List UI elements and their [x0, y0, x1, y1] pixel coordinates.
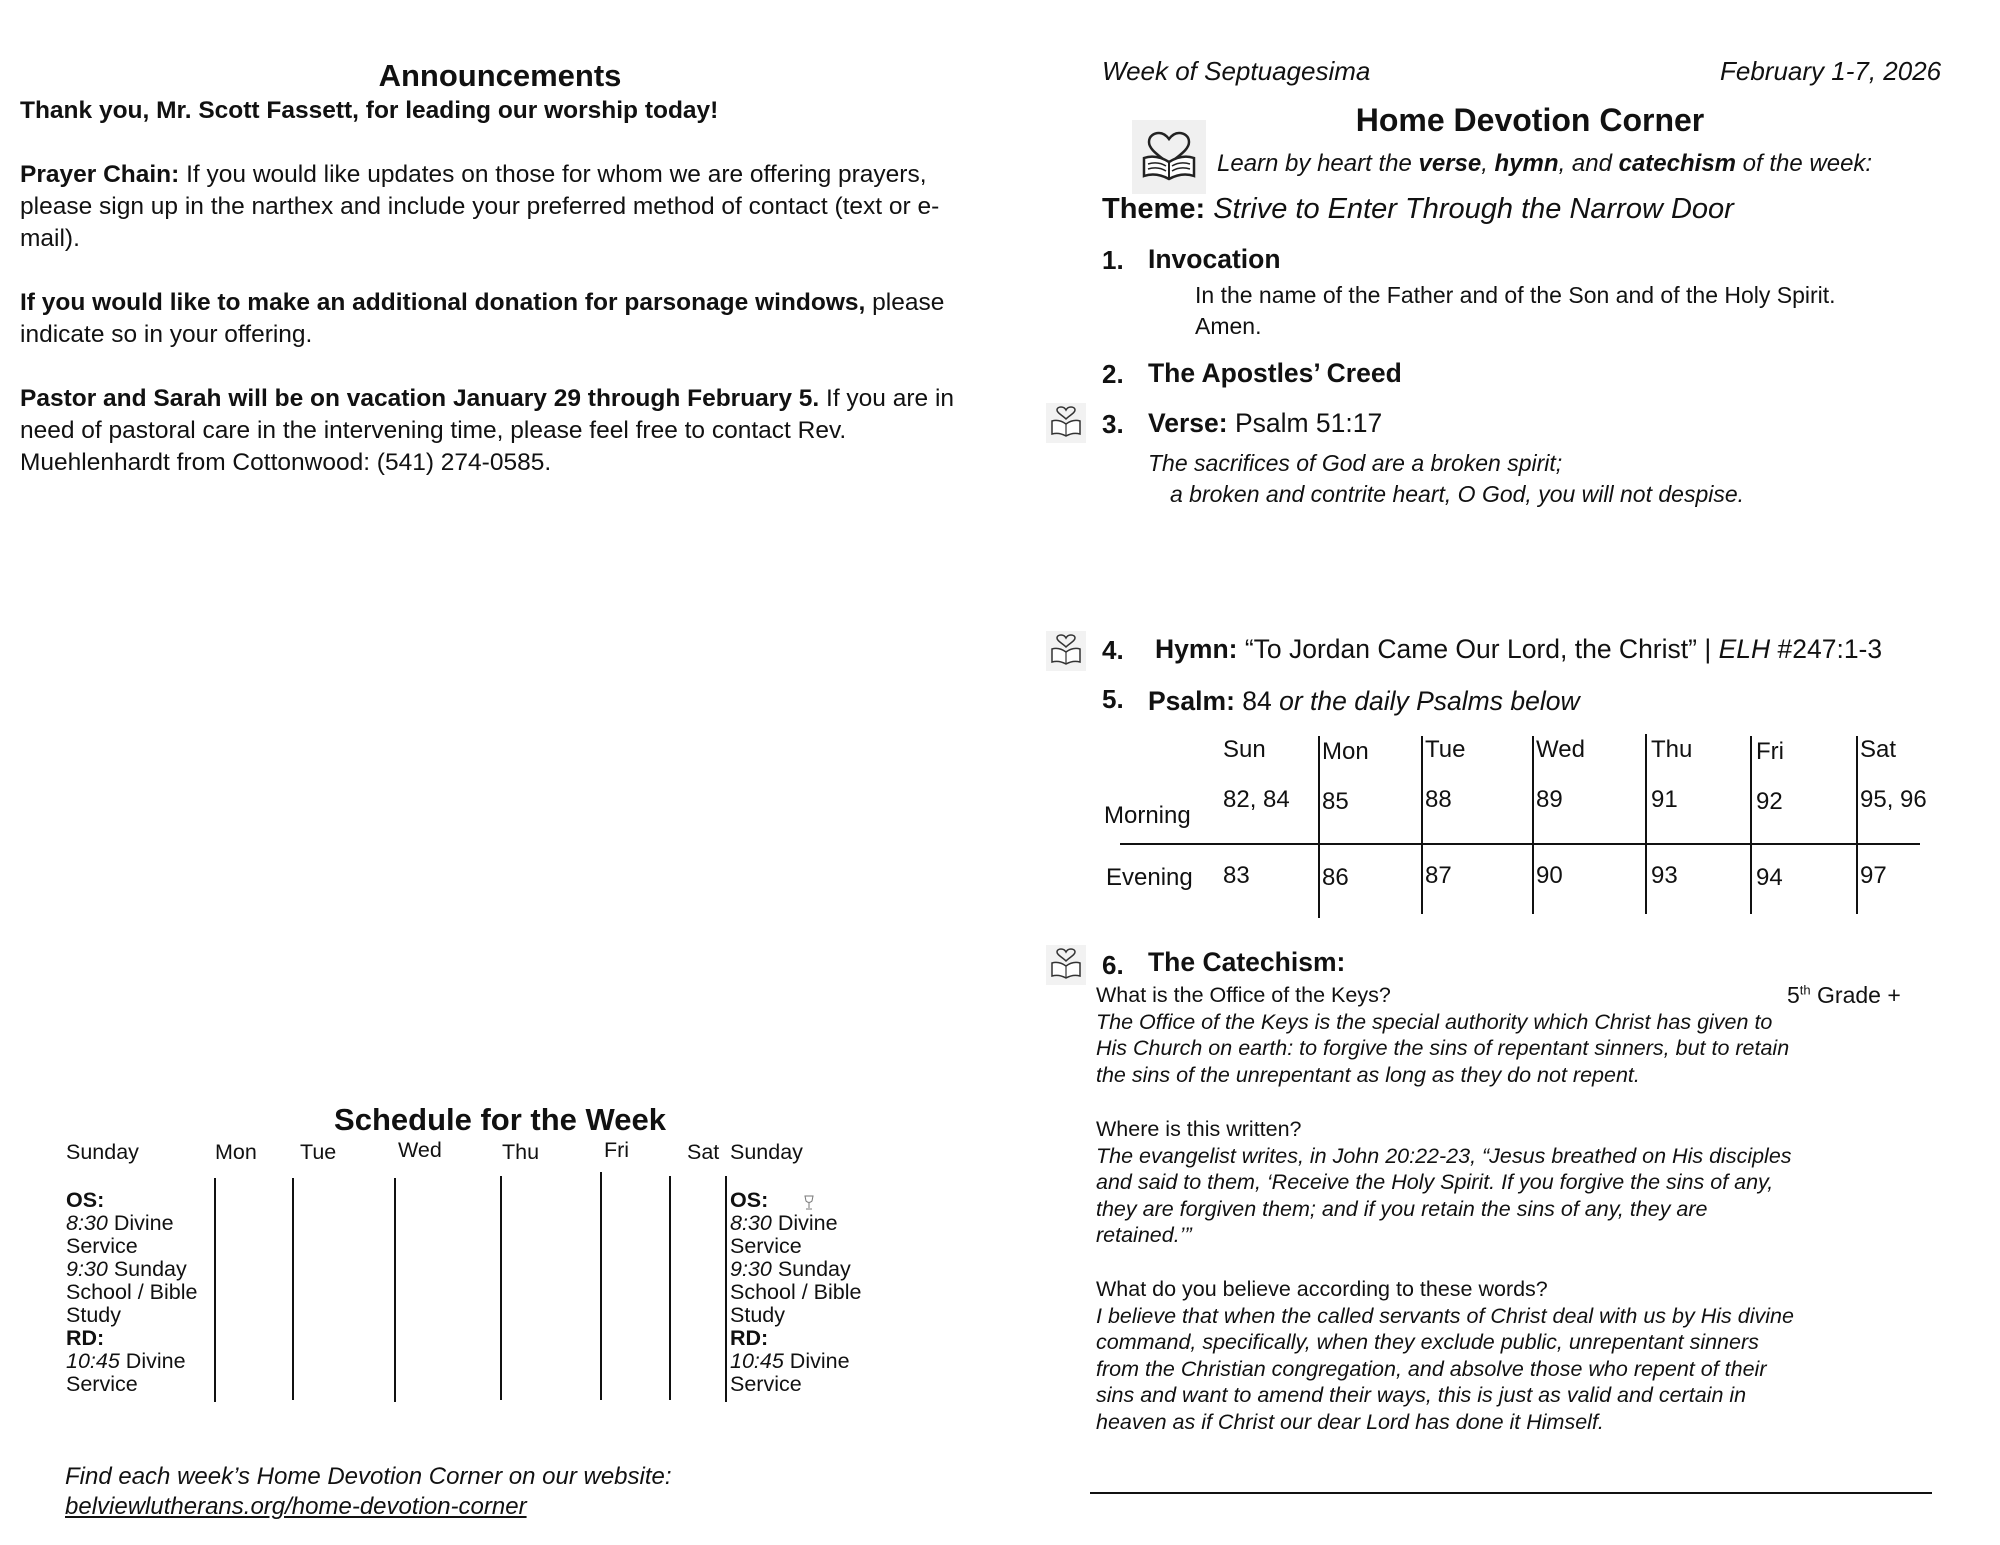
catechism-block-1 [1096, 982, 1796, 1088]
vacation-label: Pastor and Sarah will be on vacation January 29 through February 5. [20, 385, 820, 412]
catechism-answer: I believe that when the called servants of Christ deal with us by His divine command, specifically, when they exclude public, unrepentant sinners from the Christian congregation, and absolve those who repent of their sins and want to amend their ways, this is just as valid and certain in heaven as if Christ our dear Lord has done it Himself. [1096, 1303, 1794, 1434]
morning-psalm-wed: 89 [1536, 786, 1563, 813]
vacation-text: If you are in need of pastoral care in the intervening time, please feel free to contact Rev. Muehlenhardt from Cottonwood: (541) 274-0585. [20, 385, 955, 476]
theme-label: Theme: [1102, 193, 1206, 225]
schedule-title: Schedule for the Week [334, 1102, 666, 1137]
theme-text: Strive to Enter Through the Narrow Door [1205, 193, 1734, 225]
os-service-1: 8:30 Divine Service [66, 1211, 174, 1258]
psalm-table-column-line [1318, 736, 1320, 918]
psalm-table-column-line [1532, 736, 1534, 914]
schedule-day-fri: Fri [604, 1138, 630, 1162]
rd-service: 10:45 Divine Service [730, 1349, 850, 1396]
item-number: 5. [1102, 684, 1124, 714]
evening-label: Evening [1106, 864, 1193, 891]
psalm-table-column-line [1645, 734, 1647, 914]
catechism-question: What is the Office of the Keys? [1096, 983, 1391, 1007]
psalm-heading: Psalm: 84 or the daily Psalms below [1148, 686, 1580, 716]
psalm-table-column-line [1421, 736, 1423, 914]
morning-psalm-fri: 92 [1756, 788, 1783, 815]
morning-label: Morning [1104, 802, 1191, 829]
os-label: OS: [66, 1188, 105, 1212]
schedule-day-wed: Wed [398, 1138, 442, 1162]
schedule-day-next-sunday: Sunday [730, 1140, 803, 1164]
heart-book-icon [1132, 120, 1206, 194]
evening-psalm-fri: 94 [1756, 864, 1783, 891]
rd-service: 10:45 Divine Service [66, 1349, 186, 1396]
invocation-text: In the name of the Father and of the Son and of the Holy Spirit. Amen. [1195, 282, 1836, 339]
theme-line [1102, 193, 1734, 226]
memorize-book-icon [1046, 945, 1086, 985]
psalm-day-sun: Sun [1223, 736, 1266, 763]
schedule-divider [669, 1176, 671, 1400]
learn-by-heart-line: Learn by heart the verse, hymn, and catechism of the week: [1217, 150, 1873, 177]
psalm-day-wed: Wed [1536, 736, 1585, 763]
schedule-day-tue: Tue [300, 1140, 337, 1164]
schedule-day-thu: Thu [502, 1140, 540, 1164]
evening-psalm-tue: 87 [1425, 862, 1452, 889]
donation-label: If you would like to make an additional donation for parsonage windows, [20, 289, 866, 316]
catechism-heading: The Catechism: [1148, 947, 1346, 977]
prayer-chain-label: Prayer Chain: [20, 161, 180, 188]
morning-psalm-sat: 95, 96 [1860, 786, 1927, 813]
prayer-chain-announcement [20, 159, 970, 255]
schedule-divider [394, 1178, 396, 1402]
schedule-day-sat: Sat [687, 1140, 720, 1164]
schedule-divider [292, 1178, 294, 1400]
learn-catechism: catechism [1618, 150, 1737, 177]
os-service-1: 8:30 Divine Service [730, 1211, 838, 1258]
verse-text [1148, 448, 1744, 510]
week-dates: February 1-7, 2026 [1720, 56, 1942, 86]
schedule-day-sunday: Sunday [66, 1140, 139, 1164]
grade-level: 5th Grade + [1787, 982, 1901, 1008]
prayer-chain-text: If you would like updates on those for whom we are offering prayers, please sign up in the narthex and include your preferred method of contact (text or e-mail). [20, 161, 940, 252]
item-number: 1. [1102, 245, 1124, 275]
evening-psalm-sat: 97 [1860, 862, 1887, 889]
psalm-day-thu: Thu [1651, 736, 1693, 763]
os-service-2: 9:30 Sunday School / Bible Study [66, 1257, 198, 1327]
donation-announcement [20, 287, 970, 351]
website-note [65, 1462, 672, 1522]
schedule-sunday-events [66, 1189, 206, 1396]
communion-chalice-icon [803, 1195, 815, 1211]
psalm-day-fri: Fri [1756, 738, 1784, 765]
evening-psalm-mon: 86 [1322, 864, 1349, 891]
schedule-divider [500, 1176, 502, 1400]
catechism-question: Where is this written? [1096, 1117, 1302, 1141]
psalm-table-column-line [1856, 736, 1858, 914]
donation-text: please indicate so in your offering. [20, 289, 945, 348]
memorize-book-icon [1046, 631, 1086, 671]
morning-psalm-tue: 88 [1425, 786, 1452, 813]
catechism-question: What do you believe according to these words? [1096, 1277, 1548, 1301]
catechism-answer: The Office of the Keys is the special authority which Christ has given to His Church on earth: to forgive the sins of repentant sinners, but to retain the sins of the unrepentant as long as they do not repent. [1096, 1009, 1790, 1087]
evening-psalm-thu: 93 [1651, 862, 1678, 889]
verse-heading: Verse: Psalm 51:17 [1148, 408, 1383, 438]
devotion-title: Home Devotion Corner [1355, 102, 1705, 138]
schedule-divider [214, 1178, 216, 1402]
os-label: OS: [730, 1188, 769, 1212]
os-service-2: 9:30 Sunday School / Bible Study [730, 1257, 862, 1327]
catechism-block-3 [1096, 1276, 1796, 1435]
psalm-table-divider [1120, 843, 1920, 845]
psalm-day-sat: Sat [1860, 736, 1897, 763]
schedule-day-mon: Mon [215, 1140, 257, 1164]
evening-psalm-sun: 83 [1223, 862, 1250, 889]
apostles-creed-heading: The Apostles’ Creed [1148, 358, 1402, 388]
psalm-table-column-line [1750, 736, 1752, 914]
announcements-body [20, 95, 970, 479]
schedule-next-sunday-events [730, 1189, 870, 1396]
item-number: 2. [1102, 359, 1124, 389]
announcements-title: Announcements [378, 58, 622, 93]
psalm-day-tue: Tue [1425, 736, 1466, 763]
item-number: 3. [1102, 409, 1124, 439]
catechism-answer: The evangelist writes, in John 20:22-23, “Jesus breathed on His disciples and said to them, ‘Receive the Holy Spirit. If you forgive the sins of any, they are forgiven them; and if you retain the sins of any, they are retained.’” [1096, 1143, 1792, 1247]
schedule-divider [600, 1172, 602, 1400]
evening-psalm-wed: 90 [1536, 862, 1563, 889]
thanks-text: Thank you, Mr. Scott Fassett, for leading our worship today! [20, 97, 719, 124]
morning-psalm-mon: 85 [1322, 788, 1349, 815]
item-number: 4. [1102, 635, 1124, 665]
morning-psalm-sun: 82, 84 [1223, 786, 1290, 813]
learn-verse: verse [1418, 150, 1482, 177]
rd-label: RD: [66, 1326, 105, 1350]
invocation-heading: Invocation [1148, 244, 1281, 274]
week-name: Week of Septuagesima [1102, 56, 1371, 86]
website-note-text: Find each week’s Home Devotion Corner on our website: [65, 1463, 672, 1490]
website-link[interactable]: belviewlutherans.org/home-devotion-corner [65, 1493, 527, 1520]
vacation-announcement [20, 383, 970, 479]
item-number: 6. [1102, 950, 1124, 980]
morning-psalm-thu: 91 [1651, 786, 1678, 813]
bottom-rule [1090, 1492, 1932, 1494]
verse-line-2: a broken and contrite heart, O God, you will not despise. [1170, 481, 1745, 507]
verse-line-1: The sacrifices of God are a broken spirit; [1148, 450, 1563, 476]
rd-label: RD: [730, 1326, 769, 1350]
learn-hymn: hymn [1494, 150, 1559, 177]
psalm-day-mon: Mon [1322, 738, 1369, 765]
hymn-heading: Hymn: “To Jordan Came Our Lord, the Christ” | ELH #247:1-3 [1155, 634, 1883, 664]
memorize-book-icon [1046, 403, 1086, 443]
schedule-divider [725, 1176, 727, 1402]
catechism-block-2 [1096, 1116, 1796, 1249]
